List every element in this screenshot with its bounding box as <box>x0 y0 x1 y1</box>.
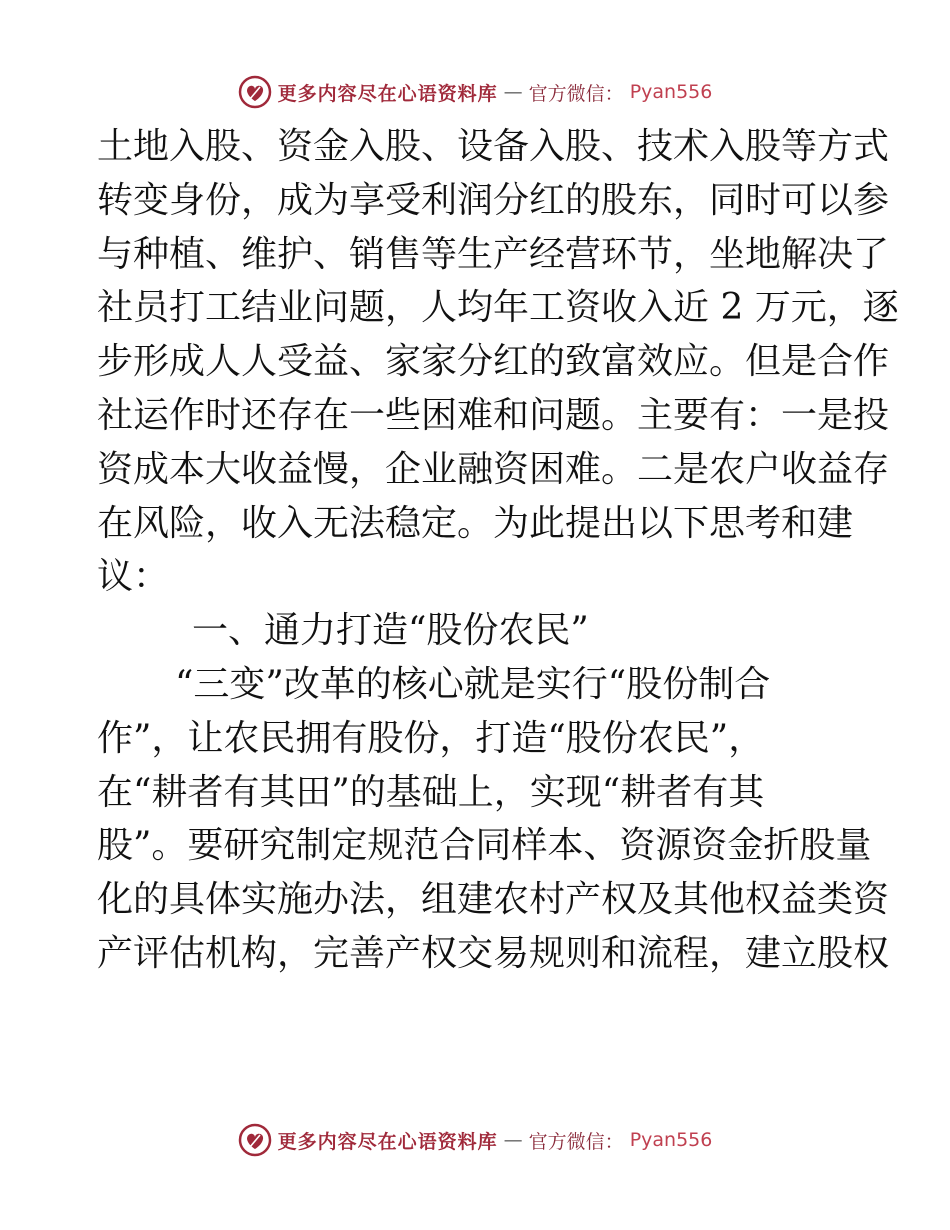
banner-separator: — <box>503 81 523 103</box>
banner-wechat-id: Pyan556 <box>629 1129 713 1151</box>
paragraph-2-line: 作”，让农民拥有股份，打造“股份农民”， <box>97 717 765 759</box>
paragraph-1-line: 议： <box>97 556 170 598</box>
paragraph-1-line: 土地入股、资金入股、设备入股、技术入股等方式 <box>97 126 890 167</box>
paragraph-1-line: 在风险，收入无法稳定。为此提出以下思考和建 <box>97 502 854 544</box>
section-heading: 一、通力打造“股份农民” <box>192 610 589 652</box>
banner-brand-text: 更多内容尽在心语资料库 <box>277 1130 498 1153</box>
paragraph-1-line: 步形成人人受益、家家分红的致富效应。但是合作 <box>97 341 890 383</box>
document-body <box>97 120 899 981</box>
heart-leaf-logo-icon <box>238 1123 272 1157</box>
banner-brand-text: 更多内容尽在心语资料库 <box>277 82 498 105</box>
paragraph-1-line: 资成本大收益慢，企业融资困难。二是农户收益存 <box>97 448 890 490</box>
paragraph-2-line: 产评估机构，完善产权交易规则和流程，建立股权 <box>97 932 890 974</box>
paragraph-1-line: 社员打工结业问题，人均年工资收入近 2 万元，逐 <box>97 287 899 329</box>
banner-official-label: 官方微信： <box>528 1130 624 1153</box>
paragraph-1-line: 与种植、维护、销售等生产经营环节，坐地解决了 <box>97 233 890 275</box>
paragraph-2-line: 股”。要研究制定规范合同样本、资源资金折股量 <box>97 825 872 867</box>
header-banner <box>0 72 950 112</box>
paragraph-2-line: “三变”改革的核心就是实行“股份制合 <box>175 663 771 705</box>
heart-leaf-logo-icon <box>238 75 272 109</box>
paragraph-1-line: 转变身份，成为享受利润分红的股东，同时可以参 <box>97 179 890 221</box>
banner-separator: — <box>503 1129 523 1151</box>
banner-wechat-id: Pyan556 <box>629 81 713 103</box>
paragraph-2-line: 在“耕者有其田”的基础上，实现“耕者有其 <box>97 771 765 813</box>
banner-official-label: 官方微信： <box>528 82 624 105</box>
paragraph-1-line: 社运作时还存在一些困难和问题。主要有：一是投 <box>97 394 890 436</box>
paragraph-2-line: 化的具体实施办法，组建农村产权及其他权益类资 <box>97 879 890 921</box>
footer-banner <box>0 1120 950 1160</box>
